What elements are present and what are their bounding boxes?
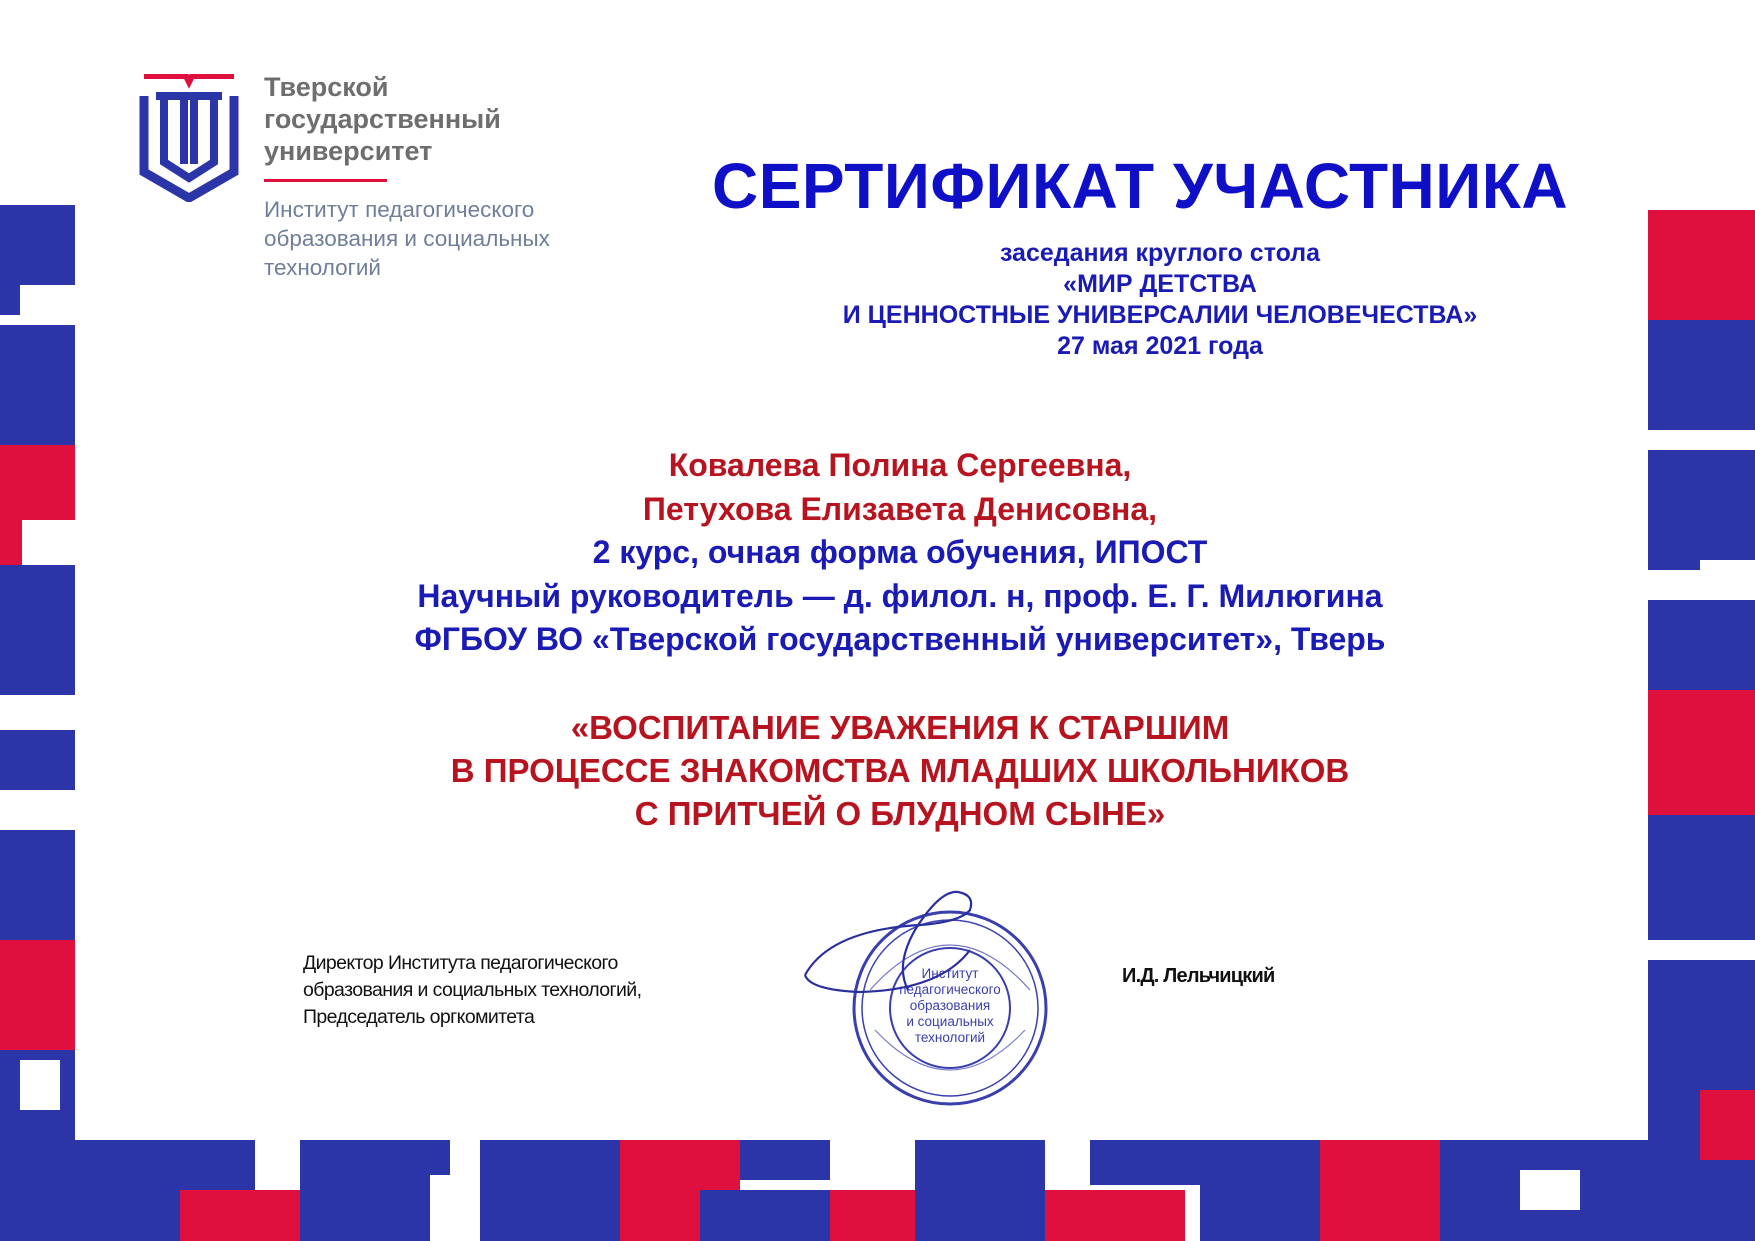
stamp-line: технологий	[914, 1030, 986, 1045]
university-name-line: университет	[264, 136, 433, 166]
participants-block	[300, 444, 1500, 662]
bottom-border-pattern	[75, 1140, 1648, 1241]
institute-name-line: образования и социальных	[264, 226, 550, 251]
institute-name-line: Институт педагогического	[264, 197, 535, 222]
report-topic	[300, 706, 1500, 835]
signatory-position	[303, 950, 723, 1031]
logo-text	[264, 71, 594, 282]
left-border-pattern	[0, 205, 75, 1241]
university-name-line: государственный	[264, 104, 501, 134]
stamp-line: и социальных	[906, 1014, 994, 1029]
scientific-supervisor: Научный руководитель — д. филол. н, проф. Е. Г. Милюгина	[417, 577, 1383, 614]
university-name-line: Тверской	[264, 72, 389, 102]
event-description	[660, 238, 1660, 362]
university-name	[264, 71, 594, 167]
official-stamp-icon	[800, 880, 1070, 1120]
right-border-pattern	[1648, 210, 1755, 1241]
participant-name: Ковалева Полина Сергеевна,	[668, 447, 1132, 483]
participant-university: ФГБОУ ВО «Тверской государственный университет», Тверь	[414, 621, 1386, 657]
participant-course: 2 курс, очная форма обучения, ИПОСТ	[592, 534, 1208, 570]
logo-divider	[264, 179, 387, 182]
topic-line: «ВОСПИТАНИЕ УВАЖЕНИЯ К СТАРШИМ	[570, 709, 1230, 746]
participant-name: Петухова Елизавета Денисовна,	[642, 490, 1158, 527]
event-date: 27 мая 2021 года	[1057, 332, 1263, 360]
certificate-title: СЕРТИФИКАТ УЧАСТНИКА	[711, 150, 1569, 222]
topic-line: В ПРОЦЕССЕ ЗНАКОМСТВА МЛАДШИХ ШКОЛЬНИКОВ	[450, 752, 1350, 789]
event-line: И ЦЕННОСТНЫЕ УНИВЕРСАЛИИ ЧЕЛОВЕЧЕСТВА»	[842, 301, 1478, 329]
stamp-line: образования	[909, 998, 991, 1013]
position-line: Директор Института педагогического	[303, 952, 618, 974]
event-line: «МИР ДЕТСТВА	[1063, 270, 1257, 298]
position-line: образования и социальных технологий,	[303, 979, 642, 1001]
signatory-name: И.Д. Лельчицкий	[1122, 965, 1275, 987]
institute-name	[264, 195, 594, 282]
stamp-line: Институт	[921, 966, 979, 981]
university-logo-icon	[138, 74, 240, 202]
stamp-line: педагогического	[899, 982, 1001, 997]
position-line: Председатель оргкомитета	[303, 1006, 535, 1028]
event-line: заседания круглого стола	[999, 239, 1321, 267]
institute-name-line: технологий	[264, 255, 382, 280]
topic-line: С ПРИТЧЕЙ О БЛУДНОМ СЫНЕ»	[634, 795, 1166, 832]
